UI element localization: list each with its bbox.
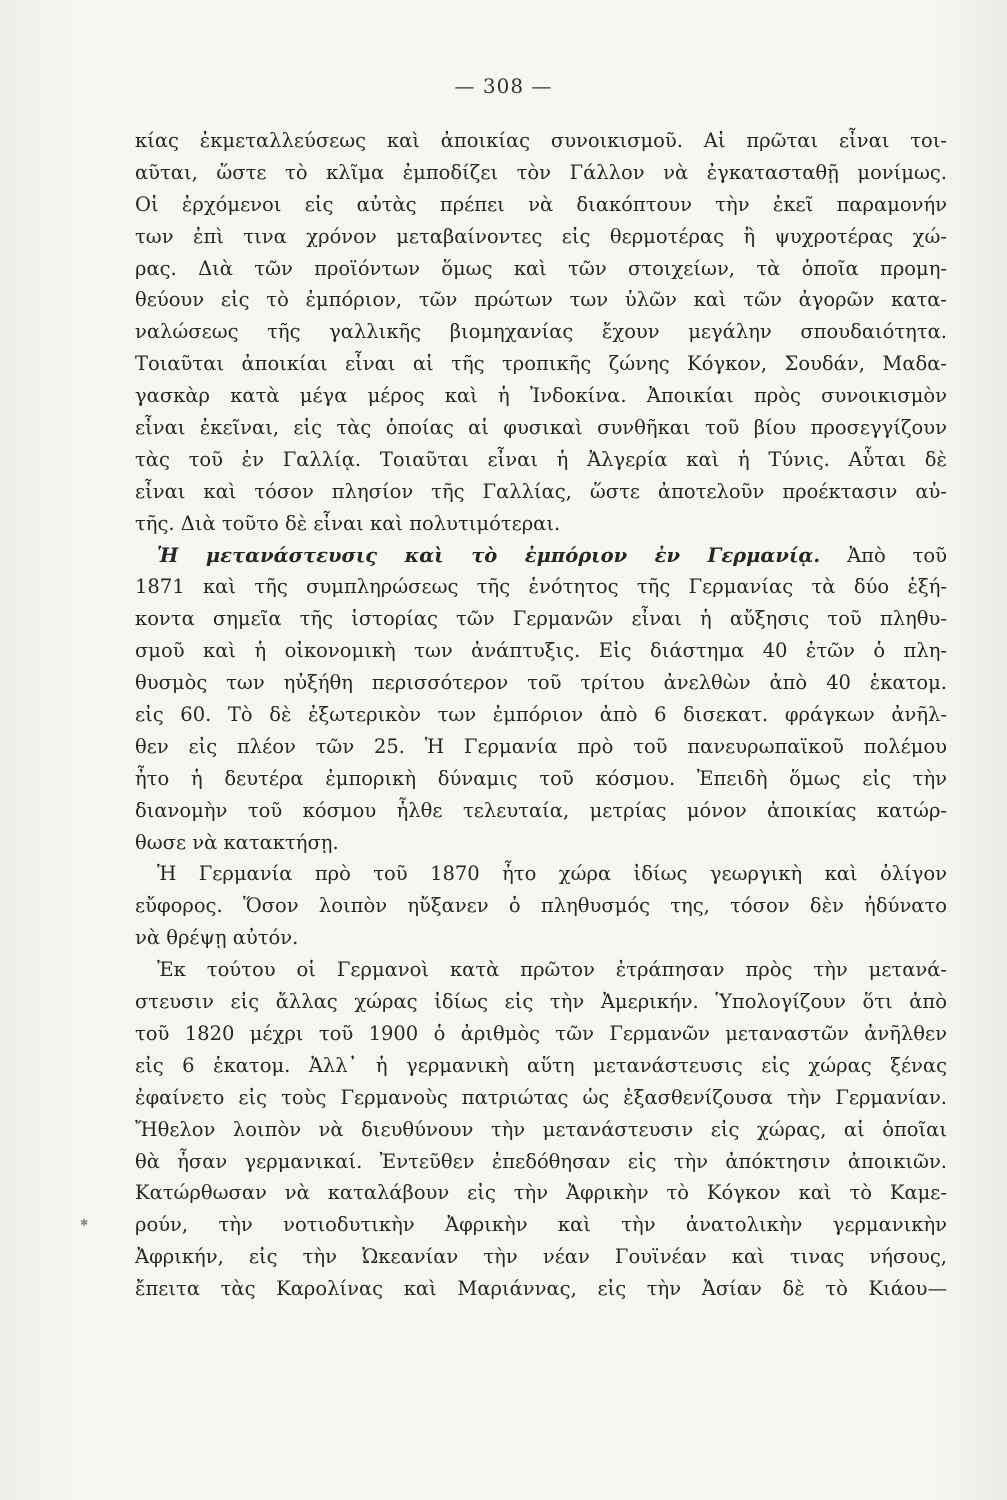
text-line: σμοῦ καὶ ἡ οἰκονομικὴ των ἀνάπτυξις. Εἰς διάστημα 40 ἐτῶν ὁ πλη- xyxy=(135,639,947,663)
text-line: εἶναι ἐκεῖναι, εἰς τὰς ὁποίας αἱ φυσικαὶ συνθῆκαι τοῦ βίου προσεγγίζουν xyxy=(135,416,947,440)
text-line: εὔφορος. Ὅσον λοιπὸν ηὔξανεν ὁ πληθυσμός της, τόσον δὲν ἠδύνατο xyxy=(135,894,947,918)
text-line: θωσε νὰ κατακτήσῃ. xyxy=(135,830,339,854)
text-line: ρούν, τὴν νοτιοδυτικὴν Ἀφρικὴν καὶ τὴν ἀνατολικὴν γερμανικὴν xyxy=(135,1213,947,1237)
text-line: ἔπειτα τὰς Καρολίνας καὶ Μαριάννας, εἰς τὴν Ἀσίαν δὲ τὸ Κιάου— xyxy=(135,1277,947,1301)
text-line: 1871 καὶ τῆς συμπληρώσεως τῆς ἑνότητος τῆς Γερμανίας τὰ δύο ἑξή- xyxy=(135,575,947,599)
text-line: στευσιν εἰς ἄλλας χώρας ἰδίως εἰς τὴν Ἀμερικήν. Ὑπολογίζουν ὅτι ἀπὸ xyxy=(135,990,947,1014)
text-line: ἐφαίνετο εἰς τοὺς Γερμανοὺς πατριώτας ὡς ἐξασθενίζουσα τὴν Γερμανίαν. xyxy=(135,1085,947,1109)
text-line: κίας ἐκμεταλλεύσεως καὶ ἀποικίας συνοικισμοῦ. Αἱ πρῶται εἶναι τοι- xyxy=(135,129,947,152)
text-line: εἶναι καὶ τόσον πλησίον τῆς Γαλλίας, ὥστε ἀποτελοῦν προέκτασιν αὐ- xyxy=(135,479,947,503)
page-number: — 308 — xyxy=(454,74,553,98)
text-line: Ἡ Γερμανία πρὸ τοῦ 1870 ἦτο χώρα ἰδίως γεωργικὴ καὶ ὀλίγον xyxy=(157,862,947,886)
text-line: κοντα σημεῖα τῆς ἱστορίας τῶν Γερμανῶν εἶναι ἡ αὔξησις τοῦ πληθυ- xyxy=(135,607,947,631)
text-line: θὰ ἦσαν γερμανικαί. Ἐντεῦθεν ἐπεδόθησαν εἰς τὴν ἀπόκτησιν ἀποικιῶν. xyxy=(135,1149,947,1173)
text-line: εἰς 6 ἑκατομ. Ἀλλ᾽ ἡ γερμανικὴ αὕτη μετανάστευσις εἰς χώρας ξένας xyxy=(135,1053,947,1077)
body-text xyxy=(135,125,947,1305)
text-line: τοῦ 1820 μέχρι τοῦ 1900 ὁ ἀριθμὸς τῶν Γερμανῶν μεταναστῶν ἀνῆλθεν xyxy=(135,1021,947,1045)
text-line: των ἐπὶ τινα χρόνον μεταβαίνοντες εἰς θερμοτέρας ἢ ψυχροτέρας χώ- xyxy=(135,224,947,248)
text-line: Τοιαῦται ἀποικίαι εἶναι αἱ τῆς τροπικῆς ζώνης Κόγκον, Σουδάν, Μαδα- xyxy=(135,352,947,376)
text-line: ναλώσεως τῆς γαλλικῆς βιομηχανίας ἔχουν μεγάλην σπουδαιότητα. xyxy=(135,320,947,344)
text-line: ρας. Διὰ τῶν προϊόντων ὅμως καὶ τῶν στοιχείων, τὰ ὁποῖα προμη- xyxy=(135,256,947,280)
text-line: Οἱ ἐρχόμενοι εἰς αὐτὰς πρέπει νὰ διακόπτουν τὴν ἐκεῖ παραμονήν xyxy=(135,192,947,216)
text-line: τῆς. Διὰ τοῦτο δὲ εἶναι καὶ πολυτιμότεραι. xyxy=(135,511,561,535)
text-line: ἦτο ἡ δευτέρα ἐμπορικὴ δύναμις τοῦ κόσμου. Ἐπειδὴ ὅμως εἰς τὴν xyxy=(135,766,947,790)
text-line: εἰς 60. Τὸ δὲ ἐξωτερικὸν των ἐμπόριον ἀπὸ 6 δισεκατ. φράγκων ἀνῆλ- xyxy=(135,703,947,727)
text-line: Κατώρθωσαν νὰ καταλάβουν εἰς τὴν Ἀφρικὴν τὸ Κόγκον καὶ τὸ Καμε- xyxy=(135,1181,947,1205)
section-heading: Ἡ μετανάστευσις καὶ τὸ ἐμπόριον ἐν Γερμανίᾳ. xyxy=(157,543,821,567)
section-heading-line xyxy=(135,540,947,572)
text-line: θυσμὸς των ηὐξήθη περισσότερον τοῦ τρίτου ἀνελθὼν ἀπὸ 40 ἑκατομ. xyxy=(135,671,947,695)
heading-tail-text: Ἀπὸ τοῦ xyxy=(820,543,947,567)
text-line: διανομὴν τοῦ κόσμου ἦλθε τελευταία, μετρίας μόνον ἀποικίας κατώρ- xyxy=(135,798,947,822)
text-line: θεν εἰς πλέον τῶν 25. Ἡ Γερμανία πρὸ τοῦ πανευρωπαϊκοῦ πολέμου xyxy=(135,734,947,758)
text-line: Ἐκ τούτου οἱ Γερμανοὶ κατὰ πρῶτον ἐτράπησαν πρὸς τὴν μετανά- xyxy=(157,958,947,982)
text-line: νὰ θρέψῃ αὐτόν. xyxy=(135,926,299,950)
paper-speck: ✱ xyxy=(80,1218,89,1229)
text-line: Ἤθελον λοιπὸν νὰ διευθύνουν τὴν μετανάστευσιν εἰς χώρας, αἱ ὁποῖαι xyxy=(135,1117,947,1141)
text-line: τὰς τοῦ ἐν Γαλλίᾳ. Τοιαῦται εἶναι ἡ Ἀλγερία καὶ ἡ Τύνις. Αὗται δὲ xyxy=(135,447,947,471)
text-line: Ἀφρικήν, εἰς τὴν Ὠκεανίαν τὴν νέαν Γουϊνέαν καὶ τινας νήσους, xyxy=(135,1245,947,1269)
text-line: γασκὰρ κατὰ μέγα μέρος καὶ ἡ Ἰνδοκίνα. Ἀποικίαι πρὸς συνοικισμὸν xyxy=(135,384,947,408)
text-line: αῦται, ὥστε τὸ κλῖμα ἐμποδίζει τὸν Γάλλον νὰ ἐγκατασταθῇ μονίμως. xyxy=(135,160,947,184)
text-line: θεύουν εἰς τὸ ἐμπόριον, τῶν πρώτων των ὑλῶν καὶ τῶν ἀγορῶν κατα- xyxy=(135,288,947,312)
